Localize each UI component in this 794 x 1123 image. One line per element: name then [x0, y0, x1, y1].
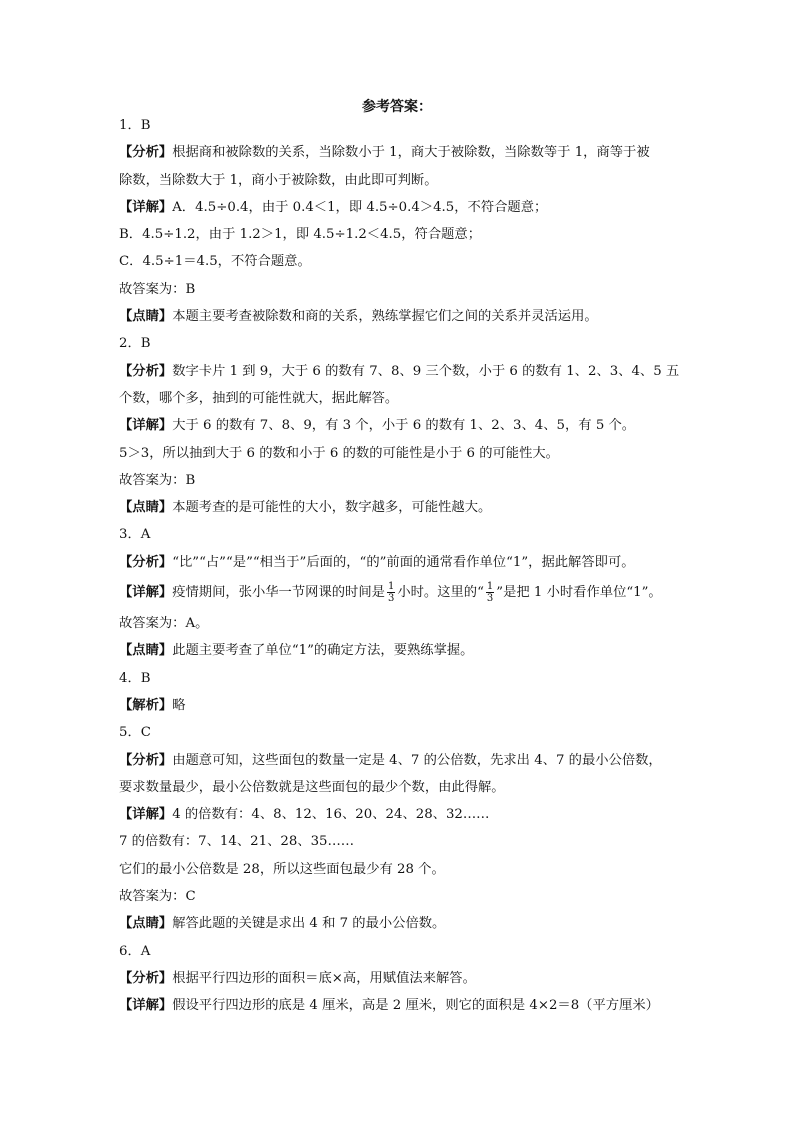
detail-tag: 【详解】	[119, 807, 173, 823]
q5-detail-line-3: 它们的最小公倍数是 28，所以这些面包最少有 28 个。	[119, 861, 445, 877]
detail-tag: 【详解】	[119, 585, 173, 601]
q2-answer: 2．B	[119, 336, 151, 352]
q6-analysis-line	[119, 965, 681, 992]
analysis-tag: 【分析】	[119, 363, 173, 379]
q5-analysis-line-1	[119, 747, 681, 774]
q2-analysis-line-1	[119, 358, 681, 385]
fraction-numerator: 1	[387, 581, 395, 593]
q6-analysis-text: 根据平行四边形的面积＝底×高，用赋值法来解答。	[172, 970, 476, 986]
comment-tag: 【点睛】	[119, 916, 173, 932]
q5-detail-line-2: 7 的倍数有：7、14、21、28、35……	[119, 834, 355, 850]
q1-answer: 1．B	[119, 118, 151, 133]
q4-answer: 4．B	[119, 670, 151, 686]
q3-detail-text-c: ”是把 1 小时看作单位“1”。	[496, 585, 662, 601]
detail-tag: 【详解】	[119, 418, 173, 434]
q2-detail-line-2: 5＞3，所以抽到大于 6 的数和小于 6 的数的可能性是小于 6 的可能性大。	[119, 445, 559, 461]
q1-analysis-text-1: 根据商和被除数的关系，当除数小于 1，商大于被除数，当除数等于 1，商等于被	[172, 145, 650, 161]
analysis-tag: 【分析】	[119, 554, 173, 570]
q2-final-answer: 故答案为：B	[119, 472, 196, 488]
q1-comment-text: 本题主要考查被除数和商的关系，熟练掌握它们之间的关系并灵活运用。	[172, 309, 598, 325]
comment-tag: 【点睛】	[119, 309, 173, 325]
q3-analysis-line	[119, 549, 681, 576]
fraction-numerator: 1	[486, 581, 494, 593]
fraction-one-third	[486, 581, 494, 604]
q2-analysis-text-1: 数字卡片 1 到 9，大于 6 的数有 7、8、9 三个数，小于 6 的数有 1、2、3、4、5 五	[172, 363, 680, 379]
q5-final-answer: 故答案为：C	[119, 889, 196, 905]
q3-detail-line	[119, 576, 681, 610]
q4-explanation-text: 略	[172, 697, 186, 713]
q5-detail-text-1: 4 的倍数有：4、8、12、16、20、24、28、32……	[172, 807, 490, 823]
q6-detail-line	[119, 992, 681, 1019]
q3-answer: 3．A	[119, 527, 151, 543]
q5-analysis-line-2: 要求数量最少，最小公倍数就是这些面包的最少个数，由此得解。	[119, 779, 505, 795]
fraction-one-third	[387, 581, 395, 604]
detail-tag: 【详解】	[119, 199, 173, 215]
q2-analysis-line-2: 个数，哪个多，抽到的可能性就大，据此解答。	[119, 390, 399, 406]
q3-detail-text-b: 小时。这里的“	[397, 585, 484, 601]
explanation-tag: 【解析】	[119, 697, 173, 713]
q1-analysis-line-2: 除数，当除数大于 1，商小于被除数，由此即可判断。	[119, 172, 438, 188]
answer-content	[119, 112, 681, 1020]
q5-answer: 5．C	[119, 725, 151, 741]
fraction-denominator: 3	[486, 593, 494, 605]
analysis-tag: 【分析】	[119, 752, 173, 768]
q4-explanation-line	[119, 692, 681, 719]
q2-comment-line	[119, 494, 681, 521]
q1-detail-line-1	[119, 194, 681, 221]
q5-comment-text: 解答此题的关键是求出 4 和 7 的最小公倍数。	[172, 916, 446, 932]
q1-detail-line-3: C．4.5÷1＝4.5，不符合题意。	[119, 254, 311, 270]
comment-tag: 【点睛】	[119, 643, 173, 659]
comment-tag: 【点睛】	[119, 500, 173, 516]
q5-comment-line	[119, 910, 681, 937]
q1-detail-line-2: B．4.5÷1.2，由于 1.2＞1，即 4.5÷1.2＜4.5，符合题意；	[119, 227, 482, 243]
q3-analysis-text: “比”“占”“是”“相当于”后面的，“的”前面的通常看作单位“1”，据此解答即可。	[172, 554, 635, 570]
q1-detail-text-1: A．4.5÷0.4，由于 0.4＜1，即 4.5÷0.4＞4.5，不符合题意；	[172, 199, 548, 215]
q1-comment-line	[119, 303, 681, 330]
q2-detail-line-1	[119, 412, 681, 439]
page-title: 参考答案：	[362, 99, 432, 115]
q6-answer: 6．A	[119, 943, 151, 959]
analysis-tag: 【分析】	[119, 970, 173, 986]
q2-comment-text: 本题考查的是可能性的大小，数字越多，可能性越大。	[172, 500, 492, 516]
q2-detail-text-1: 大于 6 的数有 7、8、9，有 3 个，小于 6 的数有 1、2、3、4、5，有 5 个。	[172, 418, 636, 434]
q1-analysis-line-1	[119, 139, 681, 166]
q3-final-answer: 故答案为：A。	[119, 616, 209, 632]
analysis-tag: 【分析】	[119, 145, 173, 161]
q3-comment-line	[119, 637, 681, 664]
detail-tag: 【详解】	[119, 998, 173, 1014]
q6-detail-text: 假设平行四边形的底是 4 厘米，高是 2 厘米，则它的面积是 4×2＝8（平方厘米）	[172, 998, 659, 1014]
fraction-denominator: 3	[387, 593, 395, 605]
q3-comment-text: 此题主要考查了单位“1”的确定方法，要熟练掌握。	[172, 643, 474, 659]
q3-detail-text-a: 疫情期间，张小华一节网课的时间是	[172, 585, 385, 601]
q5-analysis-text-1: 由题意可知，这些面包的数量一定是 4、7 的公倍数，先求出 4、7 的最小公倍数，	[172, 752, 662, 768]
q5-detail-line-1	[119, 801, 681, 828]
q1-final-answer: 故答案为：B	[119, 281, 196, 297]
